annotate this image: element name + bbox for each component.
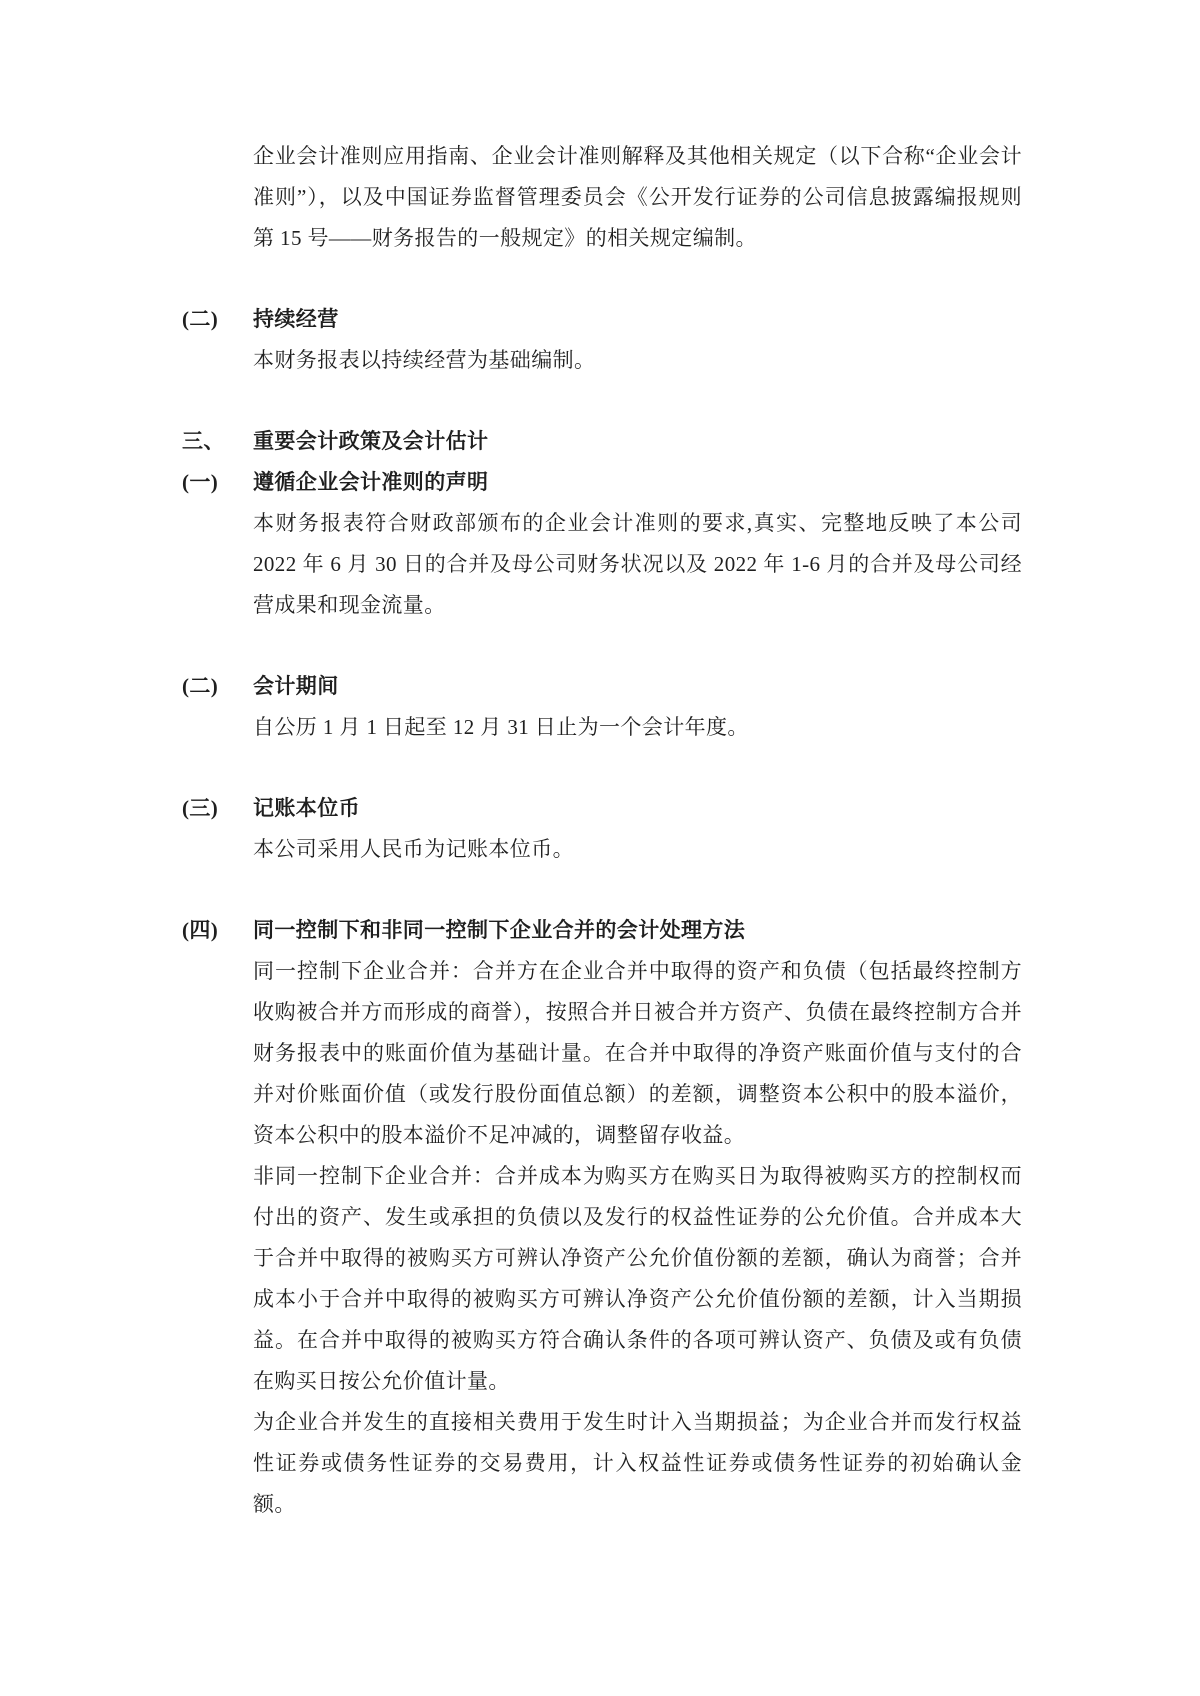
section-body [253,707,1022,748]
section [182,788,1022,870]
section-label: (一) [182,470,219,494]
section-heading [182,299,1022,340]
section-title: 重要会计政策及会计估计 [253,429,489,453]
section-label: (二) [182,307,219,331]
section [182,666,1022,748]
section-title: 遵循企业会计准则的声明 [253,470,489,494]
section [182,910,1022,1525]
section-title: 同一控制下和非同一控制下企业合并的会计处理方法 [253,918,746,942]
section-label: (四) [182,918,219,942]
section-label: (三) [182,796,219,820]
section-paragraph: 本公司采用人民币为记账本位币。 [253,837,574,861]
section-body [253,503,1022,626]
section-heading [182,910,1022,951]
section-heading [182,421,1022,462]
intro-paragraph: 企业会计准则应用指南、企业会计准则解释及其他相关规定（以下合称“企业会计准则”），以及中国证券监督管理委员会《公开发行证券的公司信息披露编报规则第 15 号——财务报告的一般规定》的相关规定编制。 [253,144,1022,250]
section [182,421,1022,462]
section-paragraph: 自公历 1 月 1 日起至 12 月 31 日止为一个会计年度。 [253,715,749,739]
section-paragraph: 非同一控制下企业合并：合并成本为购买方在购买日为取得被购买方的控制权而付出的资产、发生或承担的负债以及发行的权益性证券的公允价值。合并成本大于合并中取得的被购买方可辨认净资产公允价值份额的差额，确认为商誉；合并成本小于合并中取得的被购买方可辨认净资产公允价值份额的差额，计入当期损益。在合并中取得的被购买方符合确认条件的各项可辨认资产、负债及或有负债在购买日按公允价值计量。 [253,1164,1022,1393]
section-heading [182,666,1022,707]
sections-container [182,299,1022,1525]
section-paragraph: 为企业合并发生的直接相关费用于发生时计入当期损益；为企业合并而发行权益性证券或债务性证券的交易费用，计入权益性证券或债务性证券的初始确认金额。 [253,1410,1022,1516]
section-paragraph: 本财务报表符合财政部颁布的企业会计准则的要求,真实、完整地反映了本公司 2022 年 6 月 30 日的合并及母公司财务状况以及 2022 年 1-6 月的合并及母公司经营成果和现金流量。 [253,511,1022,617]
section-title: 记账本位币 [253,796,360,820]
section [182,462,1022,626]
section-body [253,829,1022,870]
section-title: 会计期间 [253,674,339,698]
section-title: 持续经营 [253,307,339,331]
section-paragraph: 同一控制下企业合并：合并方在企业合并中取得的资产和负债（包括最终控制方收购被合并方而形成的商誉），按照合并日被合并方资产、负债在最终控制方合并财务报表中的账面价值为基础计量。在合并中取得的净资产账面价值与支付的合并对价账面价值（或发行股份面值总额）的差额，调整资本公积中的股本溢价，资本公积中的股本溢价不足冲减的，调整留存收益。 [253,959,1022,1147]
section-heading [182,788,1022,829]
section-paragraph: 本财务报表以持续经营为基础编制。 [253,348,596,372]
section-body [253,340,1022,381]
section-heading [182,462,1022,503]
section [182,299,1022,381]
section-label: (二) [182,674,219,698]
section-body [253,951,1022,1525]
section-label: 三、 [182,429,225,453]
